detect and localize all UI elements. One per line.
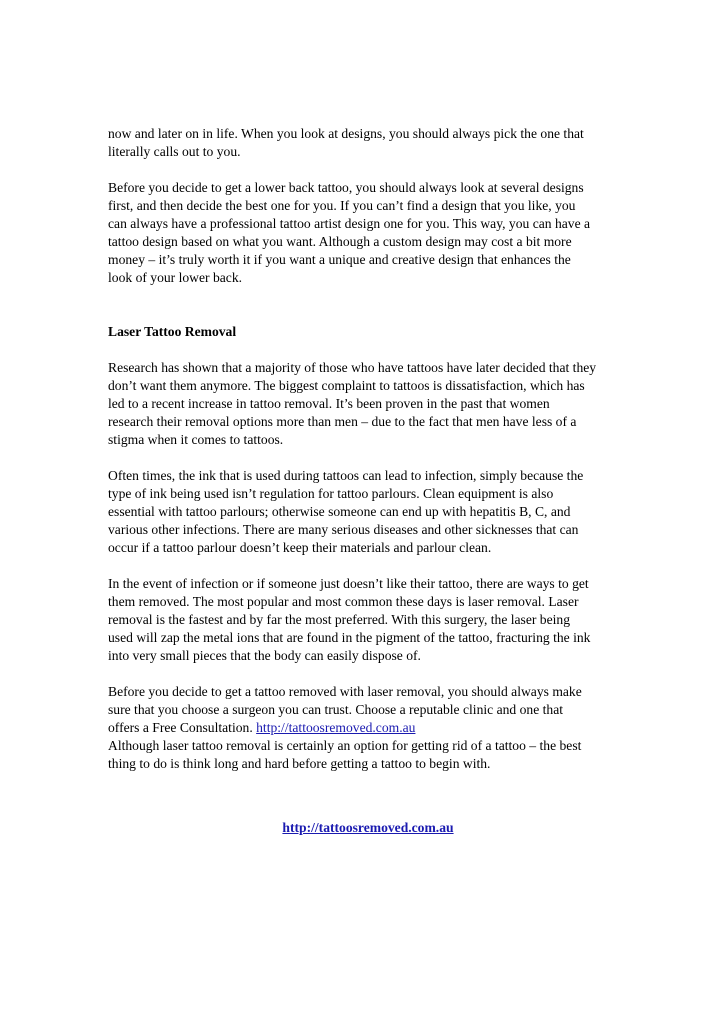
text-line: In the event of infection or if someone just doesn’t like their tattoo, there are ways to get: [108, 576, 589, 591]
text-line: type of ink being used isn’t regulation for tattoo parlours. Clean equipment is also: [108, 486, 554, 501]
paragraph-spacer: [108, 557, 628, 575]
text-line: Before you decide to get a tattoo removed with laser removal, you should always make: [108, 684, 582, 699]
footer-website-link[interactable]: http://tattoosremoved.com.au: [282, 820, 454, 835]
text-line: occur if a tattoo parlour doesn’t keep their materials and parlour clean.: [108, 540, 492, 555]
text-line: thing to do is think long and hard before getting a tattoo to begin with.: [108, 756, 491, 771]
text-line: now and later on in life. When you look at designs, you should always pick the one that: [108, 126, 584, 141]
paragraph-spacer: [108, 449, 628, 467]
paragraph-research: [108, 359, 628, 449]
paragraph-infection: [108, 467, 628, 557]
text-line: can always have a professional tattoo artist design one for you. This way, you can have a: [108, 216, 591, 231]
text-line: tattoo design based on what you want. Although a custom design may cost a bit more: [108, 234, 572, 249]
text-line: removal is the fastest and by far the most preferred. With this surgery, the laser being: [108, 612, 571, 627]
paragraph-spacer: [108, 665, 628, 683]
text-line: Often times, the ink that is used during tattoos can lead to infection, simply because the: [108, 468, 584, 483]
document-body: [108, 125, 628, 773]
text-line: into very small pieces that the body can easily dispose of.: [108, 648, 421, 663]
inline-website-link[interactable]: http://tattoosremoved.com.au: [256, 720, 416, 735]
paragraph-spacer: [108, 161, 628, 179]
text-line: various other infections. There are many serious diseases and other sicknesses that can: [108, 522, 579, 537]
consultation-text: offers a Free Consultation.: [108, 720, 257, 735]
footer: [0, 819, 728, 837]
text-line: don’t want them anymore. The biggest complaint to tattoos is dissatisfaction, which has: [108, 378, 585, 393]
section-heading: Laser Tattoo Removal: [108, 324, 237, 339]
text-line: literally calls out to you.: [108, 144, 241, 159]
paragraph-laser-removal: [108, 575, 628, 665]
text-line: essential with tattoo parlours; otherwise someone can end up with hepatitis B, C, and: [108, 504, 571, 519]
paragraph-choose-surgeon: [108, 683, 628, 773]
section-spacer: [108, 287, 628, 323]
text-line: used will zap the metal ions that are found in the pigment of the tattoo, fracturing the ink: [108, 630, 591, 645]
text-line: research their removal options more than men – due to the fact that men have less of a: [108, 414, 577, 429]
text-line: led to a recent increase in tattoo removal. It’s been proven in the past that women: [108, 396, 550, 411]
text-line: Before you decide to get a lower back tattoo, you should always look at several designs: [108, 180, 584, 195]
text-line: Research has shown that a majority of those who have tattoos have later decided that they: [108, 360, 597, 375]
text-line: first, and then decide the best one for you. If you can’t find a design that you like, you: [108, 198, 576, 213]
text-line: money – it’s truly worth it if you want a unique and creative design that enhances the: [108, 252, 571, 267]
text-line: look of your lower back.: [108, 270, 243, 285]
text-line: them removed. The most popular and most common these days is laser removal. Laser: [108, 594, 579, 609]
paragraph-spacer: [108, 341, 628, 359]
paragraph-lower-back-designs: [108, 179, 628, 287]
text-line: sure that you choose a surgeon you can trust. Choose a reputable clinic and one that: [108, 702, 564, 717]
text-line: Although laser tattoo removal is certainly an option for getting rid of a tattoo – the best: [108, 738, 582, 753]
text-line-with-link: [108, 719, 628, 737]
text-line: stigma when it comes to tattoos.: [108, 432, 284, 447]
paragraph-intro-continuation: [108, 125, 628, 161]
